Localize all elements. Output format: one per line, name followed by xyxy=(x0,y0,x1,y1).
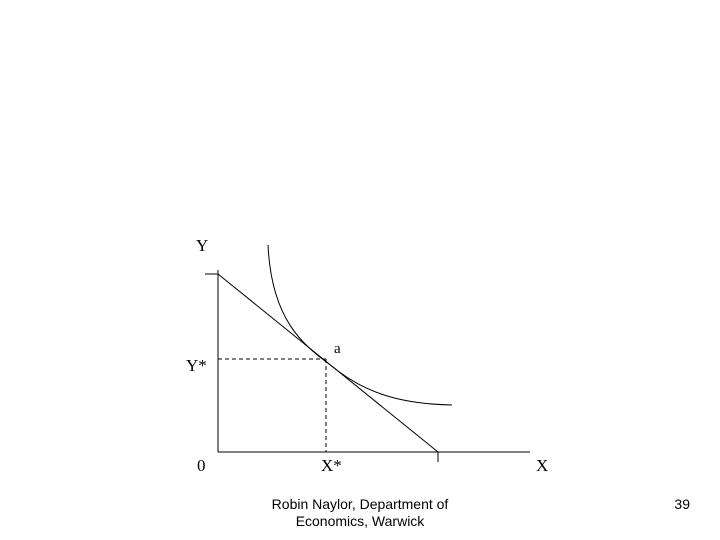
indifference-curve xyxy=(268,245,452,405)
x-axis-label: X xyxy=(536,456,549,475)
y-axis-label: Y xyxy=(196,236,209,255)
tangency-point-label: a xyxy=(334,341,341,357)
footer-line-1: Robin Naylor, Department of xyxy=(271,496,449,512)
x-star-label: X* xyxy=(321,456,342,475)
page-number: 39 xyxy=(674,496,690,512)
y-star-label: Y* xyxy=(186,356,207,375)
origin-label: 0 xyxy=(197,456,206,475)
footer-line-2: Economics, Warwick xyxy=(295,513,425,529)
footer-citation xyxy=(250,496,470,530)
